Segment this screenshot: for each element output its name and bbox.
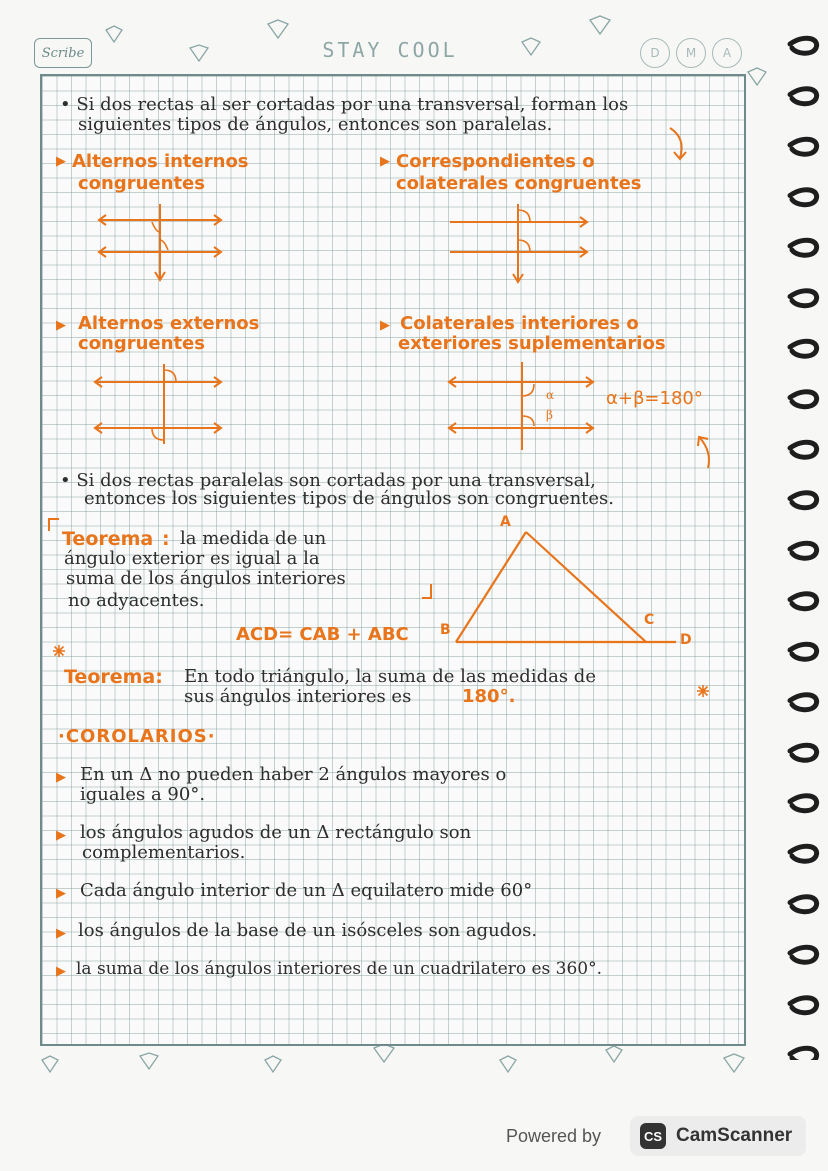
vertex-b-label: B [440, 622, 451, 638]
spiral-ring [790, 38, 817, 53]
spiral-ring [790, 998, 817, 1013]
camscanner-name: CamScanner [676, 1125, 793, 1146]
curved-arrow-icon [694, 432, 716, 472]
type3-line-1: Alternos externos [78, 313, 260, 334]
bullet-icon: ▶ [380, 318, 390, 333]
triangle-diagram [430, 516, 700, 656]
alternate-interior-diagram [96, 202, 226, 284]
spiral-ring [790, 947, 817, 962]
corollary-1-line-2: iguales a 90°. [80, 784, 206, 805]
spiral-ring [790, 190, 817, 205]
type3-line-2: congruentes [78, 333, 205, 354]
alternate-exterior-diagram [92, 362, 226, 448]
camscanner-badge [630, 1116, 806, 1156]
diamond-icon [374, 1044, 394, 1062]
corollary-2-line-2: complementarios. [82, 842, 246, 863]
corollary-1-line-1: En un Δ no pueden haber 2 ángulos mayores o [80, 764, 507, 785]
spiral-ring [790, 493, 817, 508]
diamond-icon [190, 45, 208, 61]
spiral-ring [790, 897, 817, 912]
theorem1-line-3: suma de los ángulos interiores [66, 568, 346, 589]
camscanner-logo-icon: CS [640, 1123, 666, 1149]
vertex-d-label: D [680, 632, 692, 648]
spiral-ring [790, 240, 817, 255]
spiral-ring [790, 695, 817, 710]
vertex-a-label: A [500, 514, 511, 530]
diamond-icon [522, 38, 540, 55]
theorem1-colon: : [162, 528, 170, 550]
spiral-ring [790, 543, 817, 558]
brand-logo: Scribe [34, 38, 92, 68]
spiral-ring [790, 139, 817, 154]
asterisk-icon [52, 644, 66, 658]
beta-label: β [546, 408, 553, 422]
spiral-ring [790, 846, 817, 861]
diamond-icon [606, 1046, 622, 1062]
bullet-icon: ▶ [56, 828, 66, 843]
spiral-ring [790, 392, 817, 407]
spiral-ring [790, 442, 817, 457]
corner-bracket-icon [46, 516, 60, 532]
theorem2-label: Teorema: [64, 666, 163, 688]
spiral-ring [790, 1048, 817, 1060]
diamond-icon [590, 16, 610, 34]
bullet-icon: ▶ [56, 886, 66, 901]
spiral-ring [790, 644, 817, 659]
header-title: STAY COOL [322, 38, 458, 62]
corollary-5-line-1: la suma de los ángulos interiores de un cuadrilatero es 360°. [76, 959, 603, 979]
theorem1-formula: ACD= CAB + ABC [236, 624, 409, 645]
spiral-ring [790, 89, 817, 104]
diamond-icon [748, 68, 766, 85]
alpha-label: α [546, 388, 555, 402]
theorem1-line-1: la medida de un [180, 528, 327, 549]
asterisk-icon [696, 684, 710, 698]
bullet-icon: ▶ [380, 154, 390, 169]
day-circle: D [640, 38, 670, 68]
spiral-binding [786, 30, 826, 1060]
theorem2-line-2: sus ángulos interiores es [184, 686, 412, 707]
bullet-icon: ▶ [56, 926, 66, 941]
type2-line-2: colaterales congruentes [396, 173, 642, 194]
vertex-c-label: C [644, 612, 655, 628]
corollary-3-line-1: Cada ángulo interior de un Δ equilatero mide 60° [80, 880, 533, 901]
bullet-icon: ▶ [56, 964, 66, 979]
diamond-icon [265, 1056, 281, 1072]
diamond-icon [724, 1054, 744, 1072]
spiral-ring [790, 745, 817, 760]
type4-line-2: exteriores suplementarios [398, 333, 666, 354]
parallel-note-line-1: • Si dos rectas paralelas son cortadas por una transversal, [60, 470, 596, 491]
curved-arrow-icon [666, 124, 690, 164]
diamond-icon [42, 1056, 58, 1072]
bullet-icon: ▶ [56, 318, 66, 333]
theorem2-value: 180°. [462, 686, 516, 707]
type4-line-1: Colaterales interiores o [400, 313, 639, 334]
year-circle: A [712, 38, 742, 68]
intro-line-2: siguientes tipos de ángulos, entonces son paralelas. [78, 114, 553, 135]
diamond-icon [500, 1056, 516, 1072]
corresponding-diagram [446, 202, 596, 284]
type2-line-1: Correspondientes o [396, 151, 595, 172]
bullet-icon: ▶ [56, 770, 66, 785]
spiral-ring [790, 796, 817, 811]
spiral-ring [790, 341, 817, 356]
intro-line-1: • Si dos rectas al ser cortadas por una transversal, forman los [60, 94, 629, 115]
powered-by-label: Powered by [506, 1126, 602, 1146]
month-circle: M [676, 38, 706, 68]
theorem2-line-1: En todo triángulo, la suma de las medidas de [184, 666, 596, 687]
type1-line-1: Alternos internos [72, 151, 249, 172]
corollaries-title: ·COROLARIOS· [58, 726, 216, 747]
spiral-ring [790, 291, 817, 306]
spiral-ring [790, 594, 817, 609]
theorem1-line-2: ángulo exterior es igual a la [64, 548, 320, 569]
corollary-4-line-1: los ángulos de la base de un isósceles son agudos. [78, 920, 538, 941]
theorem1-label: Teorema [62, 528, 154, 550]
diamond-icon [106, 26, 122, 42]
co-interior-diagram [446, 360, 606, 454]
parallel-note-line-2: entonces los siguientes tipos de ángulos son congruentes. [84, 488, 615, 509]
diamond-icon [268, 20, 288, 38]
diamond-icon [140, 1053, 158, 1069]
theorem1-line-4: no adyacentes. [68, 590, 205, 611]
type1-line-2: congruentes [78, 173, 205, 194]
bullet-icon: ▶ [56, 154, 66, 169]
supplementary-formula: α+β=180° [606, 388, 703, 409]
corollary-2-line-1: los ángulos agudos de un Δ rectángulo son [80, 822, 472, 843]
